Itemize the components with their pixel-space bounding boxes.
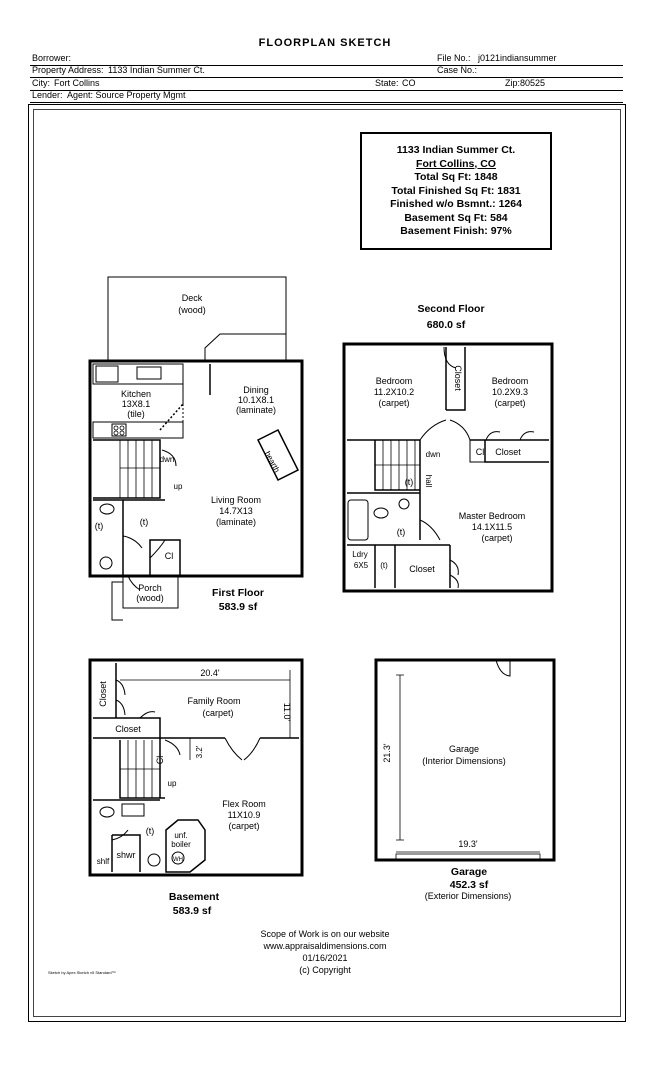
toilet-icon-2 [374, 508, 388, 518]
second-floor-area: 680.0 sf [426, 319, 466, 331]
ldry-dim: 6X5 [353, 561, 369, 570]
kitchen-sub: (tile) [127, 409, 145, 419]
first-t1: (t) [94, 521, 104, 531]
summary-total-sqft: Total Sq Ft: 1848 [414, 171, 498, 183]
second-dwn-label: dwn [425, 450, 441, 459]
first-floor-plan [90, 277, 302, 620]
footer-line2: www.appraisaldimensions.com [263, 941, 387, 951]
vanity-icon [122, 804, 144, 816]
fridge-icon [96, 366, 118, 382]
porch-label: Porch [138, 583, 162, 593]
first-t2: (t) [139, 517, 149, 527]
summary-total-finished: Total Finished Sq Ft: 1831 [391, 184, 521, 197]
footer-line3: 01/16/2021 [302, 953, 348, 963]
ldry-t: (t) [380, 561, 388, 570]
hearth-label: hearth [262, 449, 282, 474]
basement-t: (t) [145, 826, 155, 836]
page-title: FLOORPLAN SKETCH [258, 37, 392, 49]
summary-finished-wo-bsmnt: Finished w/o Bsmnt.: 1264 [390, 198, 522, 210]
zip-label: Zip: [505, 78, 521, 88]
basement-small-dim: 3.2' [195, 745, 204, 759]
kitchen-lower-counter [93, 422, 183, 438]
kitchen-dim: 13X8.1 [121, 399, 151, 409]
dining-label: Dining [243, 385, 269, 395]
basement-height-dim: 11.0' [282, 702, 292, 722]
city-value: Fort Collins [54, 78, 100, 88]
wh-label: WH [173, 857, 183, 863]
basement-closet2: Closet [115, 724, 141, 734]
garage-sub: (Interior Dimensions) [422, 756, 506, 766]
garage-door-outline [396, 854, 540, 859]
second-t1: (t) [404, 477, 414, 487]
dining-sub: (laminate) [235, 405, 277, 415]
first-dwn-label: dwn [159, 455, 175, 464]
toilet-icon [100, 504, 114, 514]
closet-vertical-label: Closet [453, 365, 463, 391]
footer-line1: Scope of Work is on our website [260, 929, 390, 939]
summary-basement-sqft: Basement Sq Ft: 584 [404, 211, 508, 224]
boiler-label: boiler [171, 840, 191, 849]
deck-sub: (wood) [178, 305, 206, 315]
master-label: Master Bedroom [458, 511, 526, 521]
kitchen-label: Kitchen [120, 389, 152, 399]
garage-label: Garage [450, 866, 488, 878]
garage-name: Garage [448, 744, 480, 754]
shlf-label: shlf [96, 857, 110, 866]
property-address-label: Property Address: [32, 65, 104, 75]
bed2-dim: 10.2X9.3 [491, 387, 529, 397]
first-cl: Cl [164, 551, 174, 561]
footer-line4: (c) Copyright [299, 965, 351, 975]
basement-area: 583.9 sf [172, 905, 212, 917]
file-no-value: j0121indiansummer [478, 53, 557, 63]
bed1-sub: (carpet) [378, 398, 410, 408]
ldry-label: Ldry [352, 550, 368, 559]
living-sub: (laminate) [215, 517, 257, 527]
sink-icon-3 [148, 854, 160, 866]
basement-outline [90, 660, 302, 875]
bath-sink-icon [100, 557, 112, 569]
second-floor-label: Second Floor [417, 303, 485, 315]
sketch-credit: Sketch by Apex Sketch v5 Standard™ [48, 970, 116, 975]
basement-plan [90, 660, 302, 875]
zip-value: 80525 [520, 78, 546, 88]
basement-label: Basement [168, 891, 220, 903]
second-cl: Cl [475, 447, 485, 457]
first-up-label: up [173, 482, 183, 491]
bed1-dim: 11.2X10.2 [373, 387, 415, 397]
deck-label: Deck [181, 293, 203, 303]
family-label: Family Room [187, 696, 241, 706]
bed2-sub: (carpet) [494, 398, 526, 408]
closet3-label: Closet [409, 564, 435, 574]
property-address-value: 1133 Indian Summer Ct. [108, 65, 205, 75]
borrower-label: Borrower: [32, 53, 72, 63]
bed2-label: Bedroom [491, 376, 529, 386]
living-label: Living Room [210, 495, 262, 505]
basement-closet-vertical: Closet [98, 681, 108, 707]
garage-area: 452.3 sf [449, 879, 489, 891]
footer [180, 928, 470, 976]
toilet-icon-3 [100, 807, 114, 817]
basement-width-dim: 20.4' [200, 668, 220, 678]
master-dim: 14.1X11.5 [471, 522, 513, 532]
basement-up-label: up [167, 779, 177, 788]
shwr-label: shwr [116, 850, 136, 860]
state-value: CO [402, 78, 416, 88]
master-sub: (carpet) [481, 533, 513, 543]
unf-label: unf. [174, 831, 188, 840]
city-label: City: [32, 78, 50, 88]
lender-label: Lender: [32, 90, 63, 100]
garage-area-sub: (Exterior Dimensions) [424, 891, 512, 901]
flex-label: Flex Room [222, 799, 266, 809]
dining-dim: 10.1X8.1 [237, 395, 275, 405]
bed1-label: Bedroom [375, 376, 413, 386]
porch-sub: (wood) [136, 593, 164, 603]
deck-stair-line [205, 334, 286, 361]
case-no-label: Case No.: [437, 65, 478, 75]
summary-basement-finish: Basement Finish: 97% [400, 225, 512, 237]
living-dim: 14.7X13 [219, 506, 253, 516]
sink-icon [137, 367, 161, 379]
deck-outline [108, 277, 286, 361]
first-floor-label: First Floor [212, 587, 264, 599]
file-no-label: File No.: [437, 53, 471, 63]
second-t2: (t) [396, 527, 406, 537]
state-label: State: [375, 78, 399, 88]
flex-dim: 11X10.9 [227, 810, 261, 820]
bathtub-icon [348, 500, 368, 540]
lender-value: Agent: Source Property Mgmt [67, 90, 186, 100]
family-sub: (carpet) [202, 708, 234, 718]
flex-sub: (carpet) [228, 821, 260, 831]
hall-label: hall [424, 474, 433, 488]
summary-city: Fort Collins, CO [416, 157, 496, 170]
basement-cl: Cl [155, 755, 165, 765]
first-floor-area: 583.9 sf [218, 601, 258, 613]
second-closet2: Closet [495, 447, 521, 457]
garage-height-dim: 21.3' [382, 743, 392, 763]
sink-icon-2 [399, 499, 409, 509]
garage-width-dim: 19.3' [458, 839, 478, 849]
summary-address: 1133 Indian Summer Ct. [396, 144, 516, 156]
